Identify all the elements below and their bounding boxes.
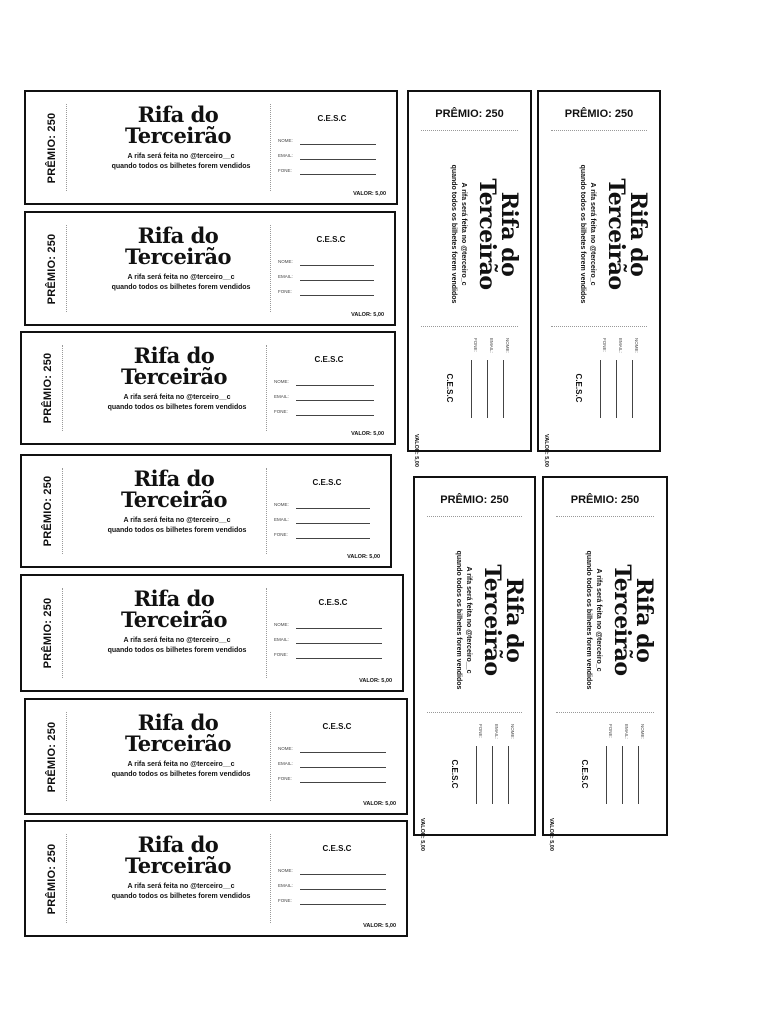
ticket-title: Rifa do Terceirão — [121, 466, 227, 512]
name-field: NOME: — [274, 502, 370, 512]
email-field: EMAIL: — [274, 637, 382, 647]
email-field: EMAIL: — [489, 724, 499, 804]
email-field: EMAIL: — [278, 274, 374, 284]
price-label: VALOR: 5,00 — [543, 434, 549, 467]
ticket-title: Rifa do Terceirão — [473, 178, 522, 290]
perforation-line — [427, 516, 522, 517]
ticket-description: A rifa será feita no @terceiro_c quando todos os bilhetes forem vendidos — [585, 550, 602, 690]
organization-name: C.E.S.C — [449, 759, 459, 789]
raffle-ticket — [20, 454, 392, 568]
perforation-line — [421, 326, 518, 327]
email-field: EMAIL: — [274, 517, 370, 527]
perforation-line — [270, 712, 271, 801]
perforation-line — [66, 104, 67, 191]
raffle-ticket-vertical — [537, 90, 661, 467]
perforation-line — [556, 712, 654, 713]
organization-name: C.E.S.C — [314, 355, 344, 364]
price-label: VALOR: 5,00 — [548, 818, 554, 851]
price-label: VALOR: 5,00 — [351, 431, 384, 437]
price-label: VALOR: 5,00 — [359, 678, 392, 684]
organization-name: C.E.S.C — [318, 598, 348, 607]
prize-label: PRÊMIO: 250 — [570, 494, 640, 506]
organization-name: C.E.S.C — [316, 235, 346, 244]
ticket-title: Rifa do Terceirão — [478, 564, 527, 676]
ticket-stub-rotated — [421, 724, 529, 824]
prize-label: PRÊMIO: 250 — [440, 494, 509, 506]
ticket-description: A rifa será feita no @terceiro__c quando todos os bilhetes forem vendidos — [107, 637, 247, 654]
name-field: NOME: — [278, 138, 376, 148]
perforation-line — [266, 468, 267, 554]
name-field: NOME: — [274, 379, 374, 389]
ticket-description: A rifa será feita no @terceiro__c quando todos os bilhetes forem vendidos — [107, 394, 247, 411]
ticket-title: Rifa do Terceirão — [121, 586, 227, 632]
name-field: NOME: — [629, 338, 639, 418]
perforation-line — [66, 225, 67, 312]
perforation-line — [427, 712, 522, 713]
perforation-line — [62, 345, 63, 431]
organization-name: C.E.S.C — [322, 722, 352, 731]
price-label: VALOR: 5,00 — [353, 191, 386, 197]
perforation-line — [66, 834, 67, 923]
prize-label: PRÊMIO: 250 — [564, 108, 634, 120]
organization-name: C.E.S.C — [317, 114, 347, 123]
email-field: EMAIL: — [484, 338, 494, 418]
ticket-stub-rotated — [545, 338, 653, 438]
perforation-line — [270, 225, 271, 312]
ticket-main-rotated — [549, 134, 649, 334]
email-field: EMAIL: — [274, 394, 374, 404]
price-label: VALOR: 5,00 — [347, 554, 380, 560]
price-label: VALOR: 5,00 — [351, 312, 384, 318]
email-field: EMAIL: — [619, 724, 629, 804]
ticket-description: A rifa será feita no @terceiro__c quando todos os bilhetes forem vendidos — [111, 883, 251, 900]
price-label: VALOR: 5,00 — [413, 434, 419, 467]
ticket-stub-rotated — [551, 724, 659, 824]
price-label: VALOR: 5,00 — [363, 801, 396, 807]
prize-label: PRÊMIO: 250 — [46, 843, 58, 914]
prize-label: PRÊMIO: 250 — [435, 108, 504, 120]
perforation-line — [62, 588, 63, 678]
ticket-description: A rifa será feita no @terceiro_c quando todos os bilhetes forem vendidos — [579, 164, 596, 304]
ticket-title: Rifa do Terceirão — [609, 564, 657, 676]
ticket-main-rotated — [425, 520, 525, 720]
email-field: EMAIL: — [278, 761, 386, 771]
prize-label: PRÊMIO: 250 — [42, 475, 54, 547]
name-field: NOME: — [274, 622, 382, 632]
prize-label: PRÊMIO: 250 — [46, 233, 58, 304]
email-field: EMAIL: — [278, 883, 386, 893]
ticket-description: A rifa será feita no @terceiro_c quando todos os bilhetes forem vendidos — [449, 164, 467, 304]
organization-name: C.E.S.C — [322, 844, 352, 853]
perforation-line — [66, 712, 67, 801]
raffle-ticket — [24, 698, 408, 815]
name-field: NOME: — [278, 868, 386, 878]
phone-field: FONE: — [278, 289, 374, 299]
email-field: EMAIL: — [613, 338, 623, 418]
raffle-ticket — [24, 90, 398, 205]
organization-name: C.E.S.C — [312, 478, 342, 487]
organization-name: C.E.S.C — [580, 759, 589, 789]
email-field: EMAIL: — [278, 153, 376, 163]
ticket-description: A rifa será feita no @terceiro__c quando todos os bilhetes forem vendidos — [111, 761, 251, 778]
phone-field: FONE: — [597, 338, 607, 418]
prize-label: PRÊMIO: 250 — [42, 597, 54, 669]
perforation-line — [270, 834, 271, 923]
prize-label: PRÊMIO: 250 — [42, 352, 54, 424]
perforation-line — [62, 468, 63, 554]
ticket-description: A rifa será feita no @terceiro__c quando todos os bilhetes forem vendidos — [454, 550, 472, 690]
price-label: VALOR: 5,00 — [363, 923, 396, 929]
ticket-stub-rotated — [416, 338, 524, 438]
name-field: NOME: — [635, 724, 645, 804]
ticket-title: Rifa do Terceirão — [125, 102, 231, 148]
name-field: NOME: — [505, 724, 515, 804]
prize-label: PRÊMIO: 250 — [46, 112, 58, 183]
phone-field: FONE: — [274, 652, 382, 662]
prize-label: PRÊMIO: 250 — [46, 721, 58, 792]
ticket-title: Rifa do Terceirão — [125, 832, 231, 878]
ticket-title: Rifa do Terceirão — [125, 710, 231, 756]
organization-name: C.E.S.C — [444, 373, 454, 403]
phone-field: FONE: — [278, 776, 386, 786]
phone-field: FONE: — [278, 168, 376, 178]
ticket-description: A rifa será feita no @terceiro__c quando todos os bilhetes forem vendidos — [107, 517, 247, 534]
name-field: NOME: — [278, 259, 374, 269]
perforation-line — [551, 130, 647, 131]
raffle-ticket-vertical — [407, 90, 532, 467]
perforation-line — [266, 588, 267, 678]
phone-field: FONE: — [274, 532, 370, 542]
raffle-ticket — [20, 574, 404, 692]
price-label: VALOR: 5,00 — [419, 818, 425, 851]
phone-field: FONE: — [468, 338, 478, 418]
raffle-ticket — [20, 331, 396, 445]
ticket-description: A rifa será feita no @terceiro__c quando todos os bilhetes forem vendidos — [111, 153, 251, 170]
perforation-line — [556, 516, 654, 517]
phone-field: FONE: — [603, 724, 613, 804]
ticket-title: Rifa do Terceirão — [121, 343, 227, 389]
ticket-title: Rifa do Terceirão — [125, 223, 231, 269]
ticket-description: A rifa será feita no @terceiro__c quando todos os bilhetes forem vendidos — [111, 274, 251, 291]
phone-field: FONE: — [278, 898, 386, 908]
perforation-line — [266, 345, 267, 431]
raffle-ticket-vertical — [542, 476, 668, 851]
raffle-ticket — [24, 820, 408, 937]
perforation-line — [270, 104, 271, 191]
perforation-line — [551, 326, 647, 327]
raffle-ticket — [24, 211, 396, 326]
ticket-title: Rifa do Terceirão — [603, 178, 651, 290]
phone-field: FONE: — [473, 724, 483, 804]
ticket-main-rotated — [420, 134, 520, 334]
raffle-ticket-vertical — [413, 476, 536, 851]
phone-field: FONE: — [274, 409, 374, 419]
perforation-line — [421, 130, 518, 131]
name-field: NOME: — [500, 338, 510, 418]
ticket-main-rotated — [555, 520, 655, 720]
organization-name: C.E.S.C — [574, 373, 583, 403]
name-field: NOME: — [278, 746, 386, 756]
